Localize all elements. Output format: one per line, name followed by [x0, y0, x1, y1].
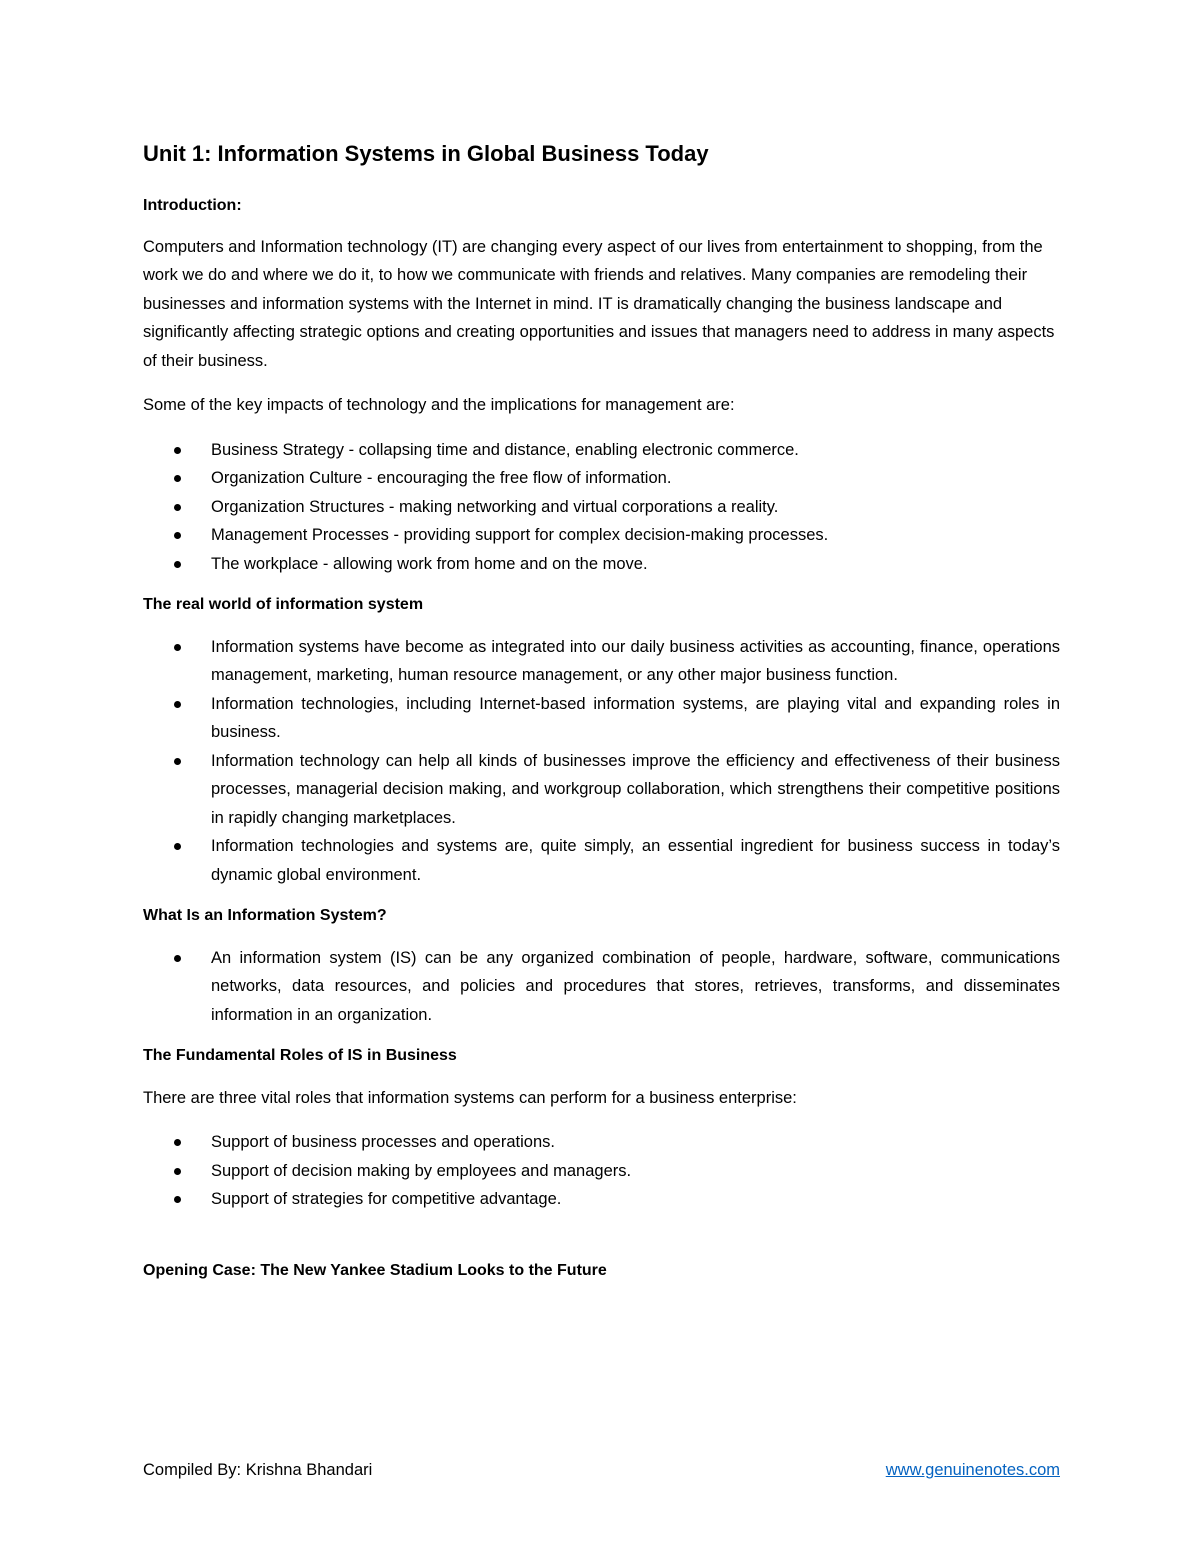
page-title: Unit 1: Information Systems in Global Business Today	[143, 141, 709, 166]
bullet-icon	[174, 843, 181, 850]
list-item	[143, 633, 1060, 690]
what-is-heading: What Is an Information System?	[143, 907, 387, 925]
list-item	[143, 436, 1060, 465]
bullet-icon	[174, 701, 181, 708]
document-body	[143, 140, 1060, 1298]
list-item	[143, 1185, 1060, 1214]
list-item	[143, 521, 1060, 550]
bullet-icon	[174, 532, 181, 539]
bullet-icon	[174, 758, 181, 765]
real-world-heading: The real world of information system	[143, 596, 424, 614]
list-item	[143, 1128, 1060, 1157]
list-item	[143, 944, 1060, 1030]
list-item-text: Information technologies, including Internet-based information systems, are playing vital and expanding roles in business.	[211, 694, 1060, 742]
list-item-text: Management Processes - providing support for complex decision-making processes.	[211, 526, 829, 545]
list-item-text: Organization Structures - making networking and virtual corporations a reality.	[211, 497, 779, 516]
list-item-text: Information technologies and systems are, quite simply, an essential ingredient for business success in today’s dynamic global environment.	[211, 837, 1060, 884]
compiled-by: Compiled By: Krishna Bhandari	[143, 1461, 373, 1479]
bullet-icon	[174, 1196, 181, 1203]
list-item	[143, 550, 1060, 579]
impacts-intro: Some of the key impacts of technology and the implications for management are:	[143, 396, 735, 415]
intro-paragraph: Computers and Information technology (IT) are changing every aspect of our lives from entertainment to shopping, from the work we do and where we do it, to how we communicate with friends and relatives. Many companies are remodeling their businesses and information systems with the Internet in mind. IT is dramatically changing the business landscape and significantly affecting strategic options and creating opportunities and issues that managers need to address in many aspects of their business.	[143, 237, 1055, 370]
roles-list	[143, 1128, 1060, 1214]
bullet-icon	[174, 644, 181, 651]
list-item-text: Information technology can help all kinds of businesses improve the efficiency and effectiveness of their business processes, managerial decision making, and workgroup collaboration, which strengthens their competitive positions in rapidly changing marketplaces.	[211, 751, 1060, 827]
list-item	[143, 832, 1060, 889]
roles-intro: There are three vital roles that information systems can perform for a business enterprise:	[143, 1088, 797, 1107]
bullet-icon	[174, 504, 181, 511]
bullet-icon	[174, 447, 181, 454]
list-item-text: Support of decision making by employees and managers.	[211, 1161, 632, 1180]
bullet-icon	[174, 475, 181, 482]
website-link[interactable]: www.genuinenotes.com	[885, 1461, 1060, 1479]
intro-heading: Introduction:	[143, 196, 242, 214]
list-item-text: An information system (IS) can be any organized combination of people, hardware, software, communications networks, data resources, and policies and procedures that stores, retrieves, transforms, and disseminates information in an organization.	[211, 948, 1060, 1024]
list-item	[143, 1157, 1060, 1186]
bullet-icon	[174, 955, 181, 962]
list-item-text: Information systems have become as integrated into our daily business activities as accounting, finance, operations management, marketing, human resource management, or any other major business function.	[211, 637, 1060, 685]
list-item-text: Support of business processes and operations.	[211, 1133, 555, 1152]
bullet-icon	[174, 1168, 181, 1175]
roles-heading: The Fundamental Roles of IS in Business	[143, 1047, 457, 1065]
list-item-text: Business Strategy - collapsing time and distance, enabling electronic commerce.	[211, 440, 799, 459]
list-item-text: Support of strategies for competitive advantage.	[211, 1190, 562, 1209]
case-heading: Opening Case: The New Yankee Stadium Looks to the Future	[143, 1261, 607, 1279]
list-item	[143, 464, 1060, 493]
bullet-icon	[174, 561, 181, 568]
section-spacer	[143, 1230, 1060, 1260]
list-item	[143, 747, 1060, 833]
list-item-text: The workplace - allowing work from home and on the move.	[211, 554, 648, 573]
list-item-text: Organization Culture - encouraging the free flow of information.	[211, 469, 672, 488]
impacts-list	[143, 436, 1060, 579]
bullet-icon	[174, 1139, 181, 1146]
list-item	[143, 690, 1060, 747]
real-world-list	[143, 633, 1060, 890]
list-item	[143, 493, 1060, 522]
what-is-list	[143, 944, 1060, 1030]
